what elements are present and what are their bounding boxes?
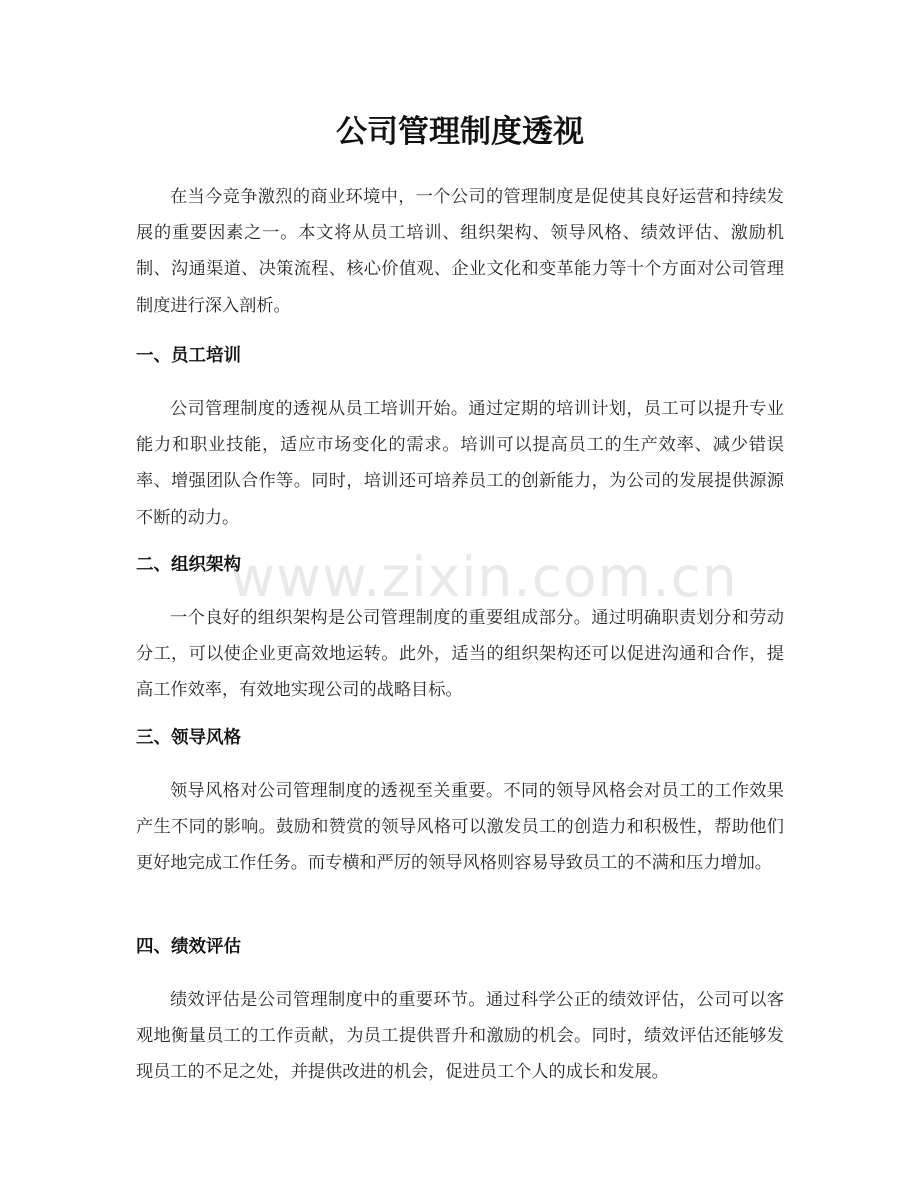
document-title: 公司管理制度透视 (336, 114, 584, 150)
section-paragraph-4: 绩效评估是公司管理制度中的重要环节。通过科学公正的绩效评估，公司可以客观地衡量员工的工作贡献，为员工提供晋升和激励的机会。同时，绩效评估还能够发现员工的不足之处，并提供改进的机会，促进员工个人的成长和发展。 (136, 990, 784, 1083)
section-paragraph-1: 公司管理制度的透视从员工培训开始。通过定期的培训计划，员工可以提升专业能力和职业技能，适应市场变化的需求。培训可以提高员工的生产效率、减少错误率、增强团队合作等。同时，培训还可培养员工的创新能力，为公司的发展提供源源不断的动力。 (136, 399, 784, 528)
section-heading-2: 二、组织架构 (136, 555, 241, 575)
section-heading-1: 一、员工培训 (136, 346, 241, 366)
section-paragraph-3: 领导风格对公司管理制度的透视至关重要。不同的领导风格会对员工的工作效果产生不同的影响。鼓励和赞赏的领导风格可以激发员工的创造力和积极性，帮助他们更好地完成工作任务。而专横和严厉的领导风格则容易导致员工的不满和压力增加。 (136, 781, 784, 874)
section-paragraph-2: 一个良好的组织架构是公司管理制度的重要组成部分。通过明确职责划分和劳动分工，可以使企业更高效地运转。此外，适当的组织架构还可以促进沟通和合作，提高工作效率，有效地实现公司的战略目标。 (136, 608, 784, 701)
section-heading-4: 四、绩效评估 (136, 937, 241, 957)
section-heading-3: 三、领导风格 (136, 728, 241, 748)
watermark-text: www.zixin.com.cn (230, 545, 738, 609)
intro-paragraph: 在当今竞争激烈的商业环境中，一个公司的管理制度是促使其良好运营和持续发展的重要因素之一。本文将从员工培训、组织架构、领导风格、绩效评估、激励机制、沟通渠道、决策流程、核心价值观、企业文化和变革能力等十个方面对公司管理制度进行深入剖析。 (136, 187, 784, 316)
